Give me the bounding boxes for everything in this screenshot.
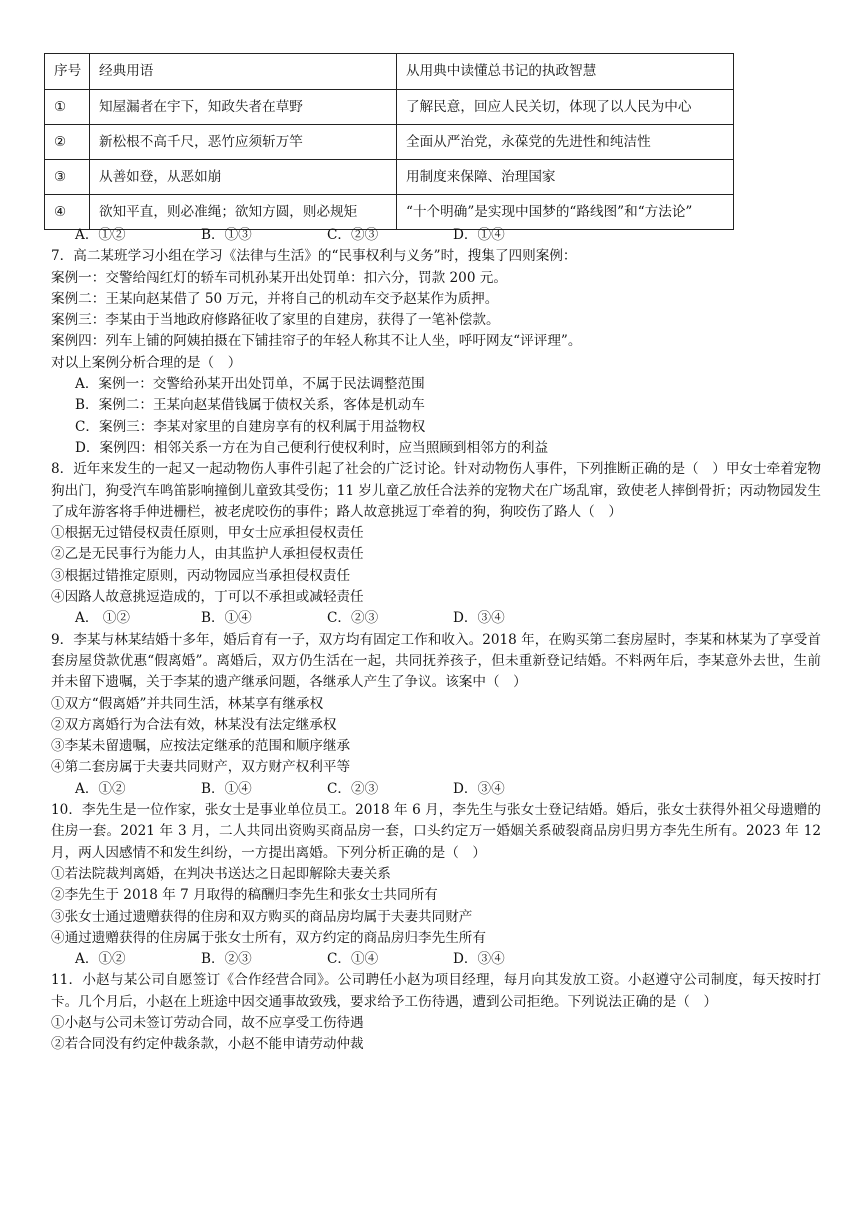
q9-options xyxy=(51,779,821,800)
q7-case-3: 案例三：李某由于当地政府修路征收了家里的自建房，获得了一笔补偿款。 xyxy=(51,312,500,329)
q8-options xyxy=(51,608,821,629)
option-c: C．②③ xyxy=(327,780,379,797)
option-a: A．①② xyxy=(75,780,126,797)
q7-prompt: 对以上案例分析合理的是（ ） xyxy=(51,354,242,371)
q7-case-2: 案例二：王某向赵某借了 50 万元，并将自己的机动车交予赵某作为质押。 xyxy=(51,290,499,307)
option-c: C．②③ xyxy=(327,227,379,243)
q10-item-1: ①若法院裁判离婚，在判决书送达之日起即解除夫妻关系 xyxy=(51,865,391,882)
table-cell: ④ xyxy=(45,195,90,230)
q10-item-3: ③张女士通过遗赠获得的住房和双方购买的商品房均属于夫妻共同财产 xyxy=(51,908,473,925)
table-cell: “十个明确”是实现中国梦的“路线图”和“方法论” xyxy=(397,195,734,230)
q7-case-4: 案例四：列车上铺的阿姨拍摄在下铺挂帘子的年轻人称其不让人坐，呼吁网友“评评理”。 xyxy=(51,333,582,350)
option-a: A．①② xyxy=(75,951,126,968)
q8-item-2: ②乙是无民事行为能力人，由其监护人承担侵权责任 xyxy=(51,546,364,563)
option-b: B．①④ xyxy=(201,780,252,797)
table-row xyxy=(45,125,734,160)
table-cell: 欲知平直，则必准绳；欲知方圆，则必规矩 xyxy=(90,195,397,230)
q8-item-1: ①根据无过错侵权责任原则，甲女士应承担侵权责任 xyxy=(51,525,364,542)
option-b: B．①④ xyxy=(201,610,252,627)
q8-item-4: ④因路人故意挑逗造成的，丁可以不承担或减轻责任 xyxy=(51,589,364,606)
table-cell: ① xyxy=(45,90,90,125)
questions-content xyxy=(51,225,821,1056)
table-header-cell: 序号 xyxy=(45,54,90,90)
option-b: B．①③ xyxy=(201,227,252,243)
option-d: D．③④ xyxy=(453,610,505,627)
table-row xyxy=(45,160,734,195)
q10-options xyxy=(51,949,821,970)
option-a: A． ①② xyxy=(75,610,130,627)
option-c: C．②③ xyxy=(327,610,379,627)
q10-item-4: ④通过遗赠获得的住房属于张女士所有，双方约定的商品房归李先生所有 xyxy=(51,929,486,946)
q8-stem: 8．近年来发生的一起又一起动物伤人事件引起了社会的广泛讨论。针对动物伤人事件，下列推断正确的是（ ）甲女士牵着宠物狗出门，狗受汽车鸣笛影响撞倒儿童致其受伤；11 岁儿童乙放任合法养的宠物犬在广场乱窜，致使老人摔倒骨折；丙动物园发生了成年游客将手伸进栅栏，被老虎咬伤的事件；路人故意挑逗丁牵着的狗，狗咬伤了路人（ ） xyxy=(51,461,821,520)
q9-item-3: ③李某未留遗嘱，应按法定继承的范围和顺序继承 xyxy=(51,738,351,755)
q7-choice-a: A．案例一：交警给孙某开出处罚单，不属于民法调整范围 xyxy=(75,376,425,393)
q11-item-2: ②若合同没有约定仲裁条款，小赵不能申请劳动仲裁 xyxy=(51,1036,364,1053)
table-cell: ③ xyxy=(45,160,90,195)
option-d: D．③④ xyxy=(453,780,505,797)
q8-item-3: ③根据过错推定原则，丙动物园应当承担侵权责任 xyxy=(51,567,351,584)
table-cell: 了解民意，回应人民关切，体现了以人民为中心 xyxy=(397,90,734,125)
table-header-cell: 从用典中读懂总书记的执政智慧 xyxy=(397,54,734,90)
q11-item-1: ①小赵与公司未签订劳动合同，故不应享受工伤待遇 xyxy=(51,1014,364,1031)
table-header-cell: 经典用语 xyxy=(90,54,397,90)
table-cell: 新松根不高千尺，恶竹应须斩万竿 xyxy=(90,125,397,160)
q9-item-1: ①双方“假离婚”并共同生活，林某享有继承权 xyxy=(51,695,324,712)
q10-item-2: ②李先生于 2018 年 7 月取得的稿酬归李先生和张女士共同所有 xyxy=(51,887,438,904)
table-cell: 知屋漏者在宇下，知政失者在草野 xyxy=(90,90,397,125)
q7-case-1: 案例一：交警给闯红灯的轿车司机孙某开出处罚单：扣六分，罚款 200 元。 xyxy=(51,269,507,286)
table-cell: 用制度来保障、治理国家 xyxy=(397,160,734,195)
option-b: B．②③ xyxy=(201,951,252,968)
classic-quotes-table xyxy=(44,53,734,230)
table-row xyxy=(45,90,734,125)
option-d: D．③④ xyxy=(453,951,505,968)
q9-item-4: ④第二套房属于夫妻共同财产，双方财产权利平等 xyxy=(51,759,351,776)
q10-stem: 10．李先生是一位作家，张女士是事业单位员工。2018 年 6 月，李先生与张女士登记结婚。婚后，张女士获得外祖父母遗赠的住房一套。2021 年 3 月，二人共同出资购买商品房一套，口头约定万一婚姻关系破裂商品房归男方李先生所有。2023 年 12 月，两人因感情不和发生纠纷，一方提出离婚。下列分析正确的是（ ） xyxy=(51,802,821,861)
table-cell: 从善如登，从恶如崩 xyxy=(90,160,397,195)
table-header-row xyxy=(45,54,734,90)
table-cell: ② xyxy=(45,125,90,160)
q9-item-2: ②双方离婚行为合法有效，林某没有法定继承权 xyxy=(51,716,337,733)
option-a: A．①② xyxy=(75,227,126,243)
q7-stem: 7．高二某班学习小组在学习《法律与生活》的“民事权利与义务”时，搜集了四则案例： xyxy=(51,248,577,265)
option-d: D．①④ xyxy=(453,227,505,243)
q7-choice-c: C．案例三：李某对家里的自建房享有的权利属于用益物权 xyxy=(75,418,426,435)
q9-stem: 9．李某与林某结婚十多年，婚后育有一子，双方均有固定工作和收入。2018 年，在购买第二套房屋时，李某和林某为了享受首套房屋贷款优惠“假离婚”。离婚后，双方仍生活在一起，共同抚养孩子，但未重新登记结婚。不料两年后，李某意外去世，生前并未留下遗嘱，关于李某的遗产继承问题，各继承人产生了争议。该案中（ ） xyxy=(51,631,821,691)
table-cell: 全面从严治党，永葆党的先进性和纯洁性 xyxy=(397,125,734,160)
q11-stem: 11．小赵与某公司自愿签订《合作经营合同》。公司聘任小赵为项目经理，每月向其发放工资。小赵遵守公司制度，每天按时打卡。几个月后，小赵在上班途中因交通事故致残，要求给予工伤待遇，遭到公司拒绝。下列说法正确的是（ ） xyxy=(51,972,821,1010)
q7-choice-b: B．案例二：王某向赵某借钱属于债权关系，客体是机动车 xyxy=(75,397,425,414)
q6-options xyxy=(51,225,821,246)
option-c: C．①④ xyxy=(327,951,379,968)
q7-choice-d: D．案例四：相邻关系一方在为自己便利行使权利时，应当照顾到相邻方的利益 xyxy=(75,439,549,456)
